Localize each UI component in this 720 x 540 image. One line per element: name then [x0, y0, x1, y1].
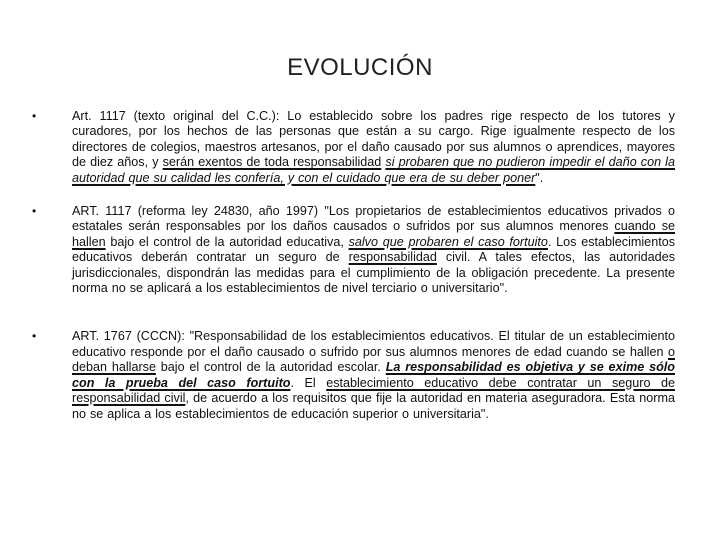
bullet-list [30, 109, 675, 422]
bullet-icon: • [32, 109, 37, 123]
text-segment: responsabilidad [348, 250, 437, 265]
text-segment: Art. 1117 [72, 109, 126, 123]
text-segment: o deban hallarse [72, 344, 675, 375]
text-segment: si probaren que no pudieron impedir el daño con la autoridad que su calidad les confería, y con el cuidado que era de su deber poner [72, 155, 675, 185]
text-segment: serán responsables por los daños causados o sufridos por sus alumnos menores [122, 219, 615, 234]
text-segment: cuando se hallen [72, 219, 675, 249]
text-segment: ART. 1117 [72, 204, 132, 219]
text-segment: Los propietarios de establecimientos educativos privados o estatales [72, 204, 675, 234]
list-item [30, 329, 675, 421]
text-segment: "Responsabilidad de los establecimientos educativos. [184, 329, 499, 344]
text-segment: (reforma ley 24830, año 1997) " [131, 204, 329, 219]
slide-title: EVOLUCIÓN [287, 54, 433, 81]
text-segment: ". [535, 170, 544, 185]
article-1117-reform-text [72, 204, 675, 296]
article-1767-cccn-text [72, 329, 675, 421]
text-segment: serán exentos de toda responsabilidad [162, 155, 382, 170]
text-segment: ART. 1767 (CCCN): [72, 329, 185, 344]
text-segment: . El [290, 375, 327, 390]
text-segment: bajo el control de la autoridad educativa, [105, 234, 349, 249]
text-segment: La responsabilidad es objetiva y se exime sólo con la prueba del caso fortuito [72, 360, 675, 390]
text-segment: salvo que probaren el caso fortuito [348, 234, 548, 249]
text-segment: bajo el control de la autoridad escolar. [155, 360, 386, 375]
bullet-icon: • [32, 329, 37, 344]
text-segment: , de acuerdo a los requisitos que fije la autoridad en materia aseguradora. Esta norma no se aplica a los establecimientos de educación superior o universitaria". [72, 391, 675, 421]
text-segment: El titular de un establecimiento educativo [72, 329, 676, 359]
list-item [30, 109, 675, 186]
text-segment: civil. A tales efectos, las autoridades jurisdiccionales, dispondrán las medidas para el cumplimiento de la obligación precedente. La presente norma no se aplicará a los establecimientos de nivel terciario o universitario". [72, 250, 675, 296]
article-1117-original-text [72, 109, 675, 186]
text-segment: establecimiento educativo debe contratar un seguro de responsabilidad civil [72, 375, 675, 406]
list-item [30, 204, 675, 296]
text-segment: (texto original del C.C.): Lo establecido sobre los padres rige respecto de los tutores y curadores, por los hechos de las personas que están a su cargo. [72, 109, 675, 139]
bullet-icon: • [32, 204, 37, 219]
text-segment: responde por el daño causado o sufrido por sus alumnos menores de edad cuando se hallen [125, 344, 668, 359]
text-segment: . Los establecimientos educativos deberán contratar un seguro de [72, 234, 675, 265]
text-segment: Rige igualmente respecto de los directores de colegios, maestros artesanos, por el daño causado por sus alumnos o aprendices, mayores de diez años, y [72, 124, 675, 170]
